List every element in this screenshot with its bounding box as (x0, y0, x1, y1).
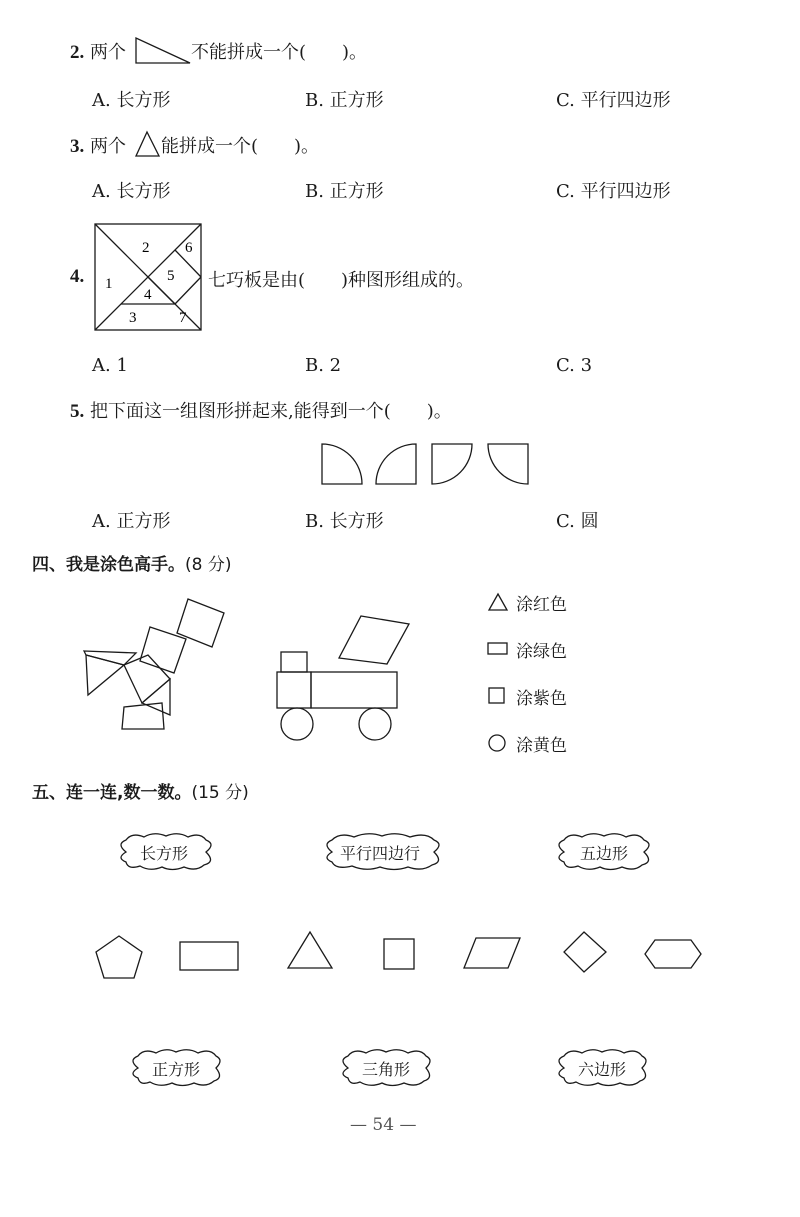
quarter-circle-piece-1 (322, 444, 362, 484)
q5-option-b[interactable]: B. 长方形 (305, 511, 384, 532)
q2-option-c[interactable]: C. 平行四边形 (556, 90, 671, 111)
quarter-circle-piece-3 (432, 444, 472, 484)
legend-label-green: 涂绿色 (516, 642, 567, 662)
q3-option-b[interactable]: B. 正方形 (305, 181, 384, 202)
bird-figure (78, 595, 228, 745)
tangram-label-5: 5 (167, 268, 175, 284)
tangram-label-3: 3 (129, 310, 137, 326)
legend-square-icon (488, 687, 506, 705)
cloud-label-rectangle[interactable]: 长方形 (140, 844, 189, 863)
q4-number: 4. (70, 266, 85, 287)
q5-text: 把下面这一组图形拼起来,能得到一个( )。 (89, 401, 452, 422)
cloud-label-square[interactable]: 正方形 (152, 1060, 201, 1079)
tangram-label-1: 1 (105, 276, 113, 292)
q3-number: 3. (70, 136, 85, 157)
pentagon-shape[interactable] (94, 934, 146, 982)
q3-option-c[interactable]: C. 平行四边形 (556, 181, 671, 202)
triangle-icon (134, 130, 162, 158)
q2-number: 2. (70, 42, 85, 63)
q5-number: 5. (70, 401, 85, 422)
legend-label-red: 涂红色 (516, 595, 567, 615)
legend-label-purple: 涂紫色 (516, 689, 567, 709)
rectangle-shape[interactable] (178, 940, 240, 972)
cloud-label-hexagon[interactable]: 六边形 (578, 1060, 627, 1079)
tangram-label-6: 6 (185, 240, 193, 256)
diamond-shape[interactable] (562, 930, 610, 976)
page-number: — 54 — (350, 1115, 417, 1135)
cloud-label-pentagon[interactable]: 五边形 (580, 844, 629, 863)
cloud-label-triangle[interactable]: 三角形 (362, 1060, 411, 1079)
q4-text: 七巧板是由( )种图形组成的。 (208, 270, 475, 291)
square-shape[interactable] (382, 937, 418, 973)
tangram-icon (93, 222, 205, 334)
q3-text-after: 能拼成一个( )。 (161, 136, 320, 157)
q3-option-a[interactable]: A. 长方形 (92, 181, 171, 202)
q5-option-c[interactable]: C. 圆 (556, 511, 599, 532)
tangram-label-7: 7 (179, 310, 187, 326)
q2-line (70, 38, 126, 64)
section4-score: (8 分) (185, 555, 232, 575)
section4-title: 四、我是涂色高手。 (32, 555, 185, 575)
q2-text-before: 两个 (89, 42, 126, 63)
triangle-shape[interactable] (286, 930, 338, 972)
q4-option-c[interactable]: C. 3 (556, 355, 593, 376)
hexagon-shape[interactable] (643, 938, 705, 974)
section5-score: (15 分) (191, 783, 249, 803)
q2-text-after: 不能拼成一个( )。 (191, 42, 368, 63)
quarter-circle-piece-4 (488, 444, 528, 484)
q2-option-b[interactable]: B. 正方形 (305, 90, 384, 111)
legend-label-yellow: 涂黄色 (516, 736, 567, 756)
q4-option-a[interactable]: A. 1 (92, 355, 128, 376)
q4-option-b[interactable]: B. 2 (305, 355, 342, 376)
q2-option-a[interactable]: A. 长方形 (92, 90, 171, 111)
parallelogram-shape[interactable] (462, 936, 524, 972)
tangram-label-2: 2 (142, 240, 150, 256)
quarter-circle-piece-2 (376, 444, 416, 484)
section5-heading (32, 778, 249, 803)
q3-text-before: 两个 (89, 136, 126, 157)
q5-option-a[interactable]: A. 正方形 (92, 511, 171, 532)
cloud-label-parallelogram[interactable]: 平行四边行 (340, 844, 421, 863)
section5-title: 五、连一连,数一数。 (32, 783, 192, 803)
tangram-label-4: 4 (144, 287, 152, 303)
quarter-circle-pieces (318, 440, 538, 490)
legend-circle-icon (487, 733, 507, 753)
q5-line (70, 397, 452, 423)
truck-figure (273, 612, 413, 752)
right-triangle-icon (134, 36, 194, 66)
legend-triangle-icon (487, 592, 509, 612)
q3-line (70, 132, 126, 158)
section4-heading (32, 550, 231, 575)
legend-rectangle-icon (487, 642, 509, 656)
